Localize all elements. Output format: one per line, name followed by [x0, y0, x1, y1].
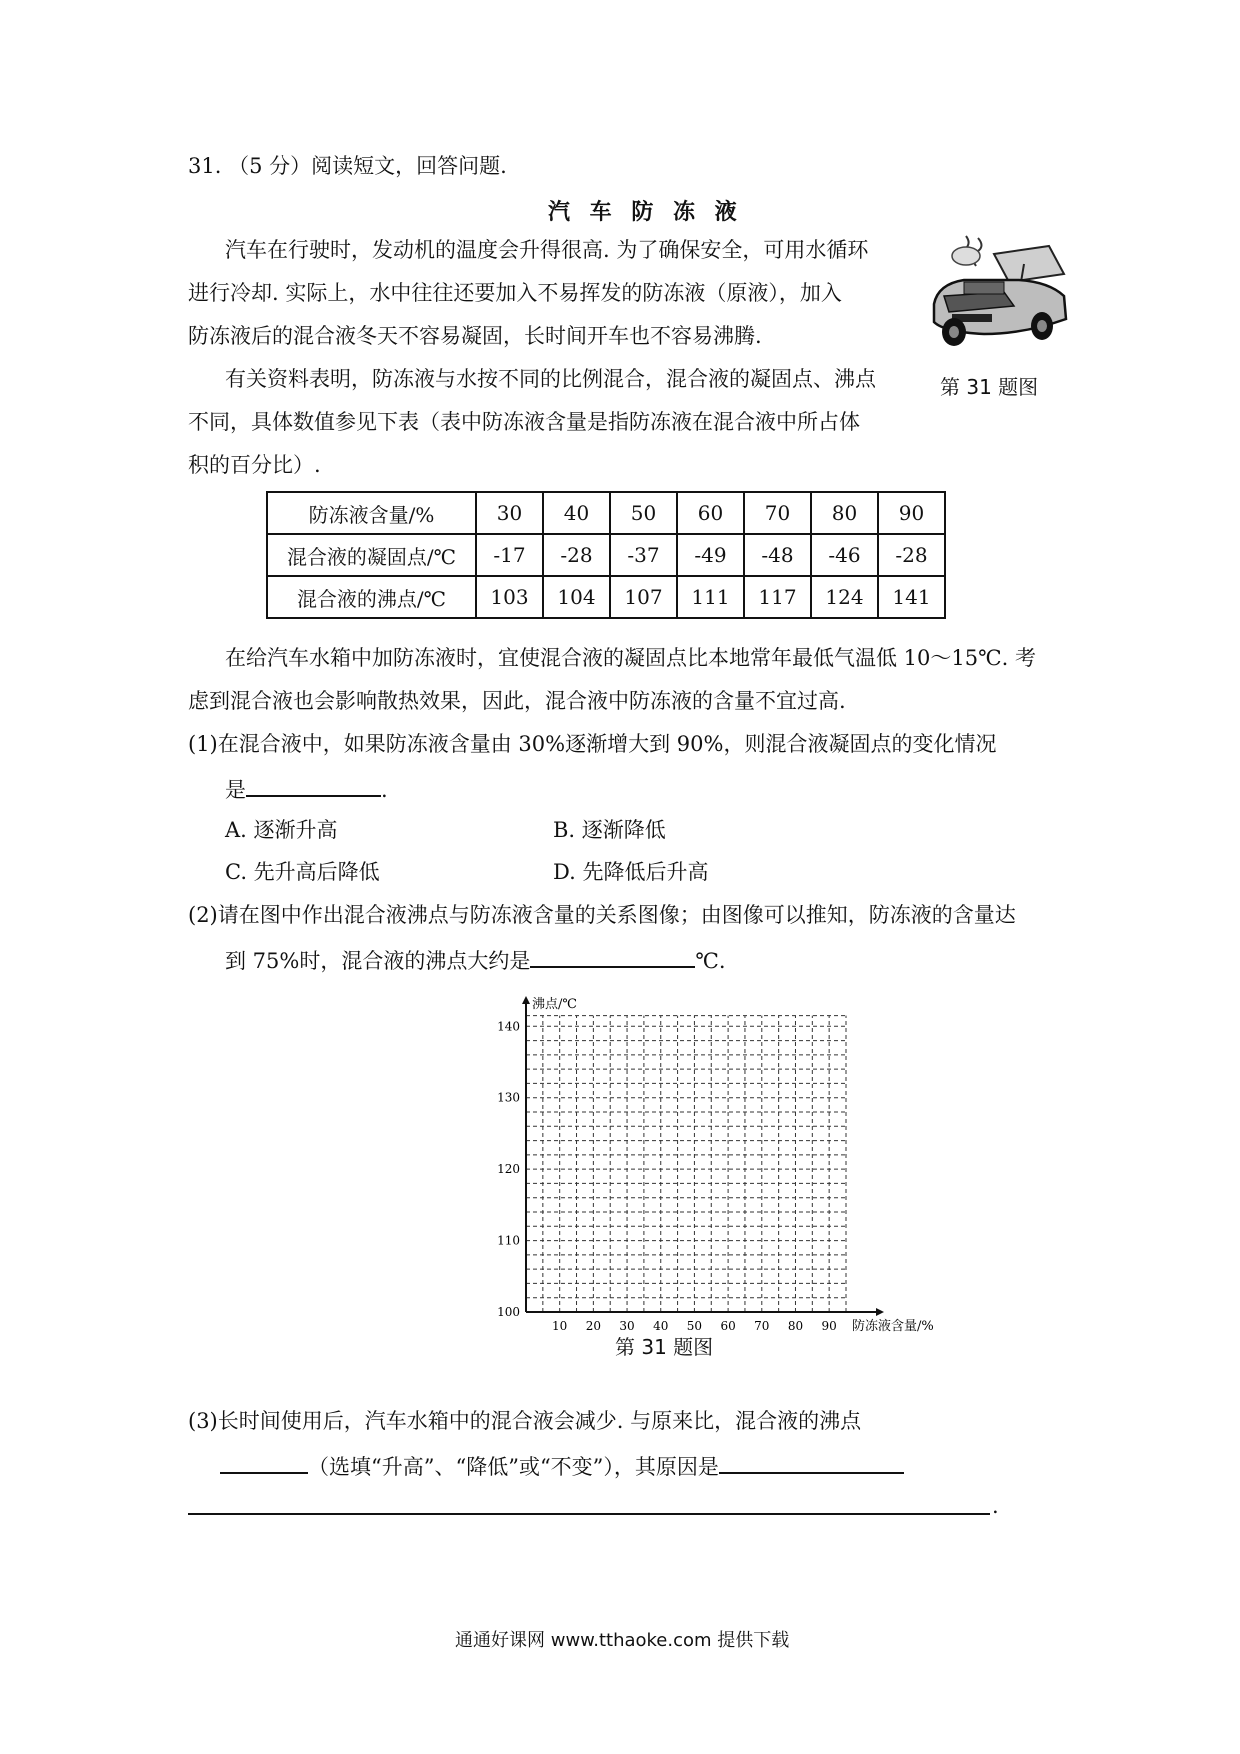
q2-prefix: 到 75%时，混合液的沸点大约是: [225, 949, 531, 973]
table-cell: -17: [476, 534, 543, 576]
table-cell: 124: [811, 576, 878, 618]
chart-figure-caption: 第 31 题图: [615, 1335, 714, 1359]
q3-answer-blank-2[interactable]: [719, 1450, 904, 1474]
table-row: [267, 534, 945, 576]
para3-line1: 在给汽车水箱中加防冻液时，宜使混合液的凝固点比本地常年最低气温低 10～15℃. 考: [225, 646, 1036, 670]
para1-line1: 汽车在行驶时，发动机的温度会升得很高. 为了确保安全，可用水循环: [225, 238, 869, 262]
q1-option-a: A. 逐渐升高: [225, 818, 338, 842]
para2-line1: 有关资料表明，防冻液与水按不同的比例混合，混合液的凝固点、沸点: [225, 367, 876, 391]
table-cell: 111: [677, 576, 744, 618]
q2-suffix: ℃.: [695, 949, 726, 973]
table-cell: -28: [543, 534, 610, 576]
table-cell: -37: [610, 534, 677, 576]
boiling-point-chart[interactable]: [480, 990, 934, 1360]
q2-answer-blank[interactable]: [530, 944, 695, 968]
x-tick-label: 10: [552, 1319, 568, 1333]
x-tick-label: 70: [754, 1319, 770, 1333]
q1-answer-blank[interactable]: [246, 773, 381, 797]
table-row-label: 防冻液含量/%: [267, 492, 476, 534]
para1-line2: 进行冷却. 实际上，水中往往还要加入不易挥发的防冻液（原液），加入: [188, 281, 842, 305]
x-tick-label: 90: [821, 1319, 837, 1333]
q3-text: (3)长时间使用后，汽车水箱中的混合液会减少. 与原来比，混合液的沸点: [188, 1409, 862, 1433]
question-header: 31. （5 分）阅读短文，回答问题.: [188, 154, 507, 178]
table-cell: 117: [744, 576, 811, 618]
y-tick-label: 130: [497, 1090, 520, 1105]
q3-answer-blank-1[interactable]: [220, 1450, 308, 1474]
table-cell: 50: [610, 492, 677, 534]
table-cell: 90: [878, 492, 945, 534]
x-tick-label: 60: [720, 1319, 736, 1333]
table-cell: 141: [878, 576, 945, 618]
table-cell: 70: [744, 492, 811, 534]
x-tick-label: 80: [787, 1319, 804, 1333]
para1-line3: 防冻液后的混合液冬天不容易凝固，长时间开车也不容易沸腾.: [188, 324, 762, 348]
table-cell: 80: [811, 492, 878, 534]
q1-prefix: 是: [225, 778, 246, 802]
table-cell: 103: [476, 576, 543, 618]
x-tick-label: 40: [653, 1319, 669, 1333]
x-tick-label: 30: [619, 1319, 635, 1333]
car-illustration: [924, 234, 1074, 354]
article-title: 汽 车 防 冻 液: [548, 200, 743, 225]
table-row-label: 混合液的沸点/℃: [267, 576, 476, 618]
y-axis-label: 沸点/℃: [532, 997, 577, 1012]
x-axis-arrow: [876, 1308, 884, 1316]
y-tick-label: 140: [497, 1019, 520, 1034]
para3-line2: 虑到混合液也会影响散热效果，因此，混合液中防冻液的含量不宜过高.: [188, 689, 846, 713]
car-figure-caption: 第 31 题图: [940, 375, 1039, 399]
y-tick-label: 110: [497, 1233, 520, 1248]
q3-end: .: [992, 1494, 999, 1518]
q2-text: (2)请在图中作出混合液沸点与防冻液含量的关系图像；由图像可以推知，防冻液的含量达: [188, 903, 1016, 927]
table-cell: -28: [878, 534, 945, 576]
y-tick-label: 100: [497, 1305, 520, 1319]
q3-middle: （选填“升高”、“降低”或“不变”），其原因是: [308, 1455, 719, 1479]
para2-line3: 积的百分比）.: [188, 453, 321, 477]
table-cell: 30: [476, 492, 543, 534]
x-tick-label: 50: [686, 1319, 703, 1333]
q3-answer-line: [220, 1450, 904, 1481]
q1-option-b: B. 逐渐降低: [553, 818, 666, 842]
table-cell: -48: [744, 534, 811, 576]
table-cell: 40: [543, 492, 610, 534]
q1-option-d: D. 先降低后升高: [553, 860, 709, 884]
q1-text: (1)在混合液中，如果防冻液含量由 30%逐渐增大到 90%，则混合液凝固点的变化情况: [188, 732, 997, 756]
table-cell: 104: [543, 576, 610, 618]
table-cell: -46: [811, 534, 878, 576]
table-cell: -49: [677, 534, 744, 576]
x-tick-label: 20: [585, 1319, 602, 1333]
table-cell: 60: [677, 492, 744, 534]
table-row: [267, 576, 945, 618]
q1-option-c: C. 先升高后降低: [225, 860, 380, 884]
y-tick-label: 120: [497, 1162, 520, 1177]
table-cell: 107: [610, 576, 677, 618]
antifreeze-table: [266, 491, 946, 619]
x-axis-label: 防冻液含量/%: [852, 1319, 934, 1334]
footer-text: 通通好课网 www.tthaoke.com 提供下载: [455, 1630, 790, 1651]
y-axis-arrow: [522, 996, 530, 1004]
table-row: [267, 492, 945, 534]
table-row-label: 混合液的凝固点/℃: [267, 534, 476, 576]
para2-line2: 不同，具体数值参见下表（表中防冻液含量是指防冻液在混合液中所占体: [188, 410, 860, 434]
q2-answer-line: [225, 944, 726, 975]
q1-answer-line: [225, 773, 388, 804]
q3-answer-blank-3[interactable]: [188, 1513, 990, 1515]
q1-suffix: .: [381, 778, 388, 802]
